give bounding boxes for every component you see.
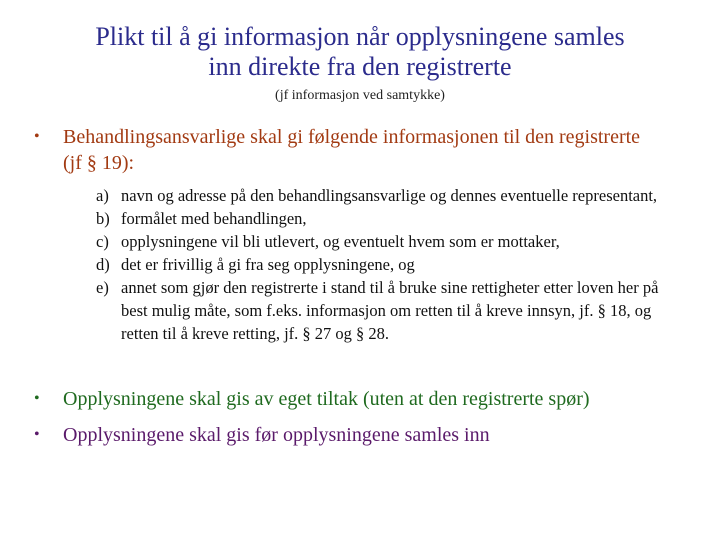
bullet-dot-icon: • bbox=[34, 390, 40, 407]
sub-item-marker: b) bbox=[96, 209, 110, 228]
bullet-text-1: Behandlingsansvarlige skal gi følgende informasjonen til den registrerte (jf § 19): bbox=[63, 126, 641, 174]
sub-item-text: navn og adresse på den behandlingsansvarlige og dennes eventuelle representant, bbox=[121, 186, 658, 205]
slide-title-line-1: Plikt til å gi informasjon når opplysningene samles bbox=[95, 22, 625, 51]
sub-item-text: det er frivillig å gi fra seg opplysningene, og bbox=[121, 255, 415, 274]
sub-item-e bbox=[96, 276, 686, 345]
bullet-dot-icon: • bbox=[34, 426, 40, 443]
bullet-text-2: Opplysningene skal gis av eget tiltak (uten at den registrerte spør) bbox=[63, 388, 590, 410]
sub-item-text: formålet med behandlingen, bbox=[121, 209, 307, 228]
sub-item-marker: e) bbox=[96, 278, 109, 297]
sub-item-text: annet som gjør den registrerte i stand til å bruke sine rettigheter etter loven her på best mulig måte, som f.eks. informasjon om retten til å kreve innsyn, jf. § 18, og retten til å kreve retting, jf. § 27 og § 28. bbox=[121, 278, 659, 343]
sub-item-b bbox=[96, 207, 686, 230]
slide-subtitle: (jf informasjon ved samtykke) bbox=[275, 88, 445, 103]
bullet-item-1 bbox=[34, 124, 654, 176]
sub-item-marker: c) bbox=[96, 232, 109, 251]
bullet-item-2 bbox=[34, 386, 694, 412]
sub-item-d bbox=[96, 253, 686, 276]
sub-item-text: opplysningene vil bli utlevert, og eventuelt hvem som er mottaker, bbox=[121, 232, 560, 251]
sub-item-marker: a) bbox=[96, 186, 109, 205]
slide-title-line-2: inn direkte fra den registrerte bbox=[208, 52, 512, 81]
sub-item-a bbox=[96, 184, 686, 207]
sub-list bbox=[96, 184, 686, 345]
sub-item-marker: d) bbox=[96, 255, 110, 274]
sub-item-c bbox=[96, 230, 686, 253]
bullet-item-3 bbox=[34, 422, 694, 448]
bullet-text-3: Opplysningene skal gis før opplysningene samles inn bbox=[63, 424, 490, 446]
bullet-dot-icon: • bbox=[34, 128, 40, 145]
slide-title bbox=[20, 22, 700, 82]
